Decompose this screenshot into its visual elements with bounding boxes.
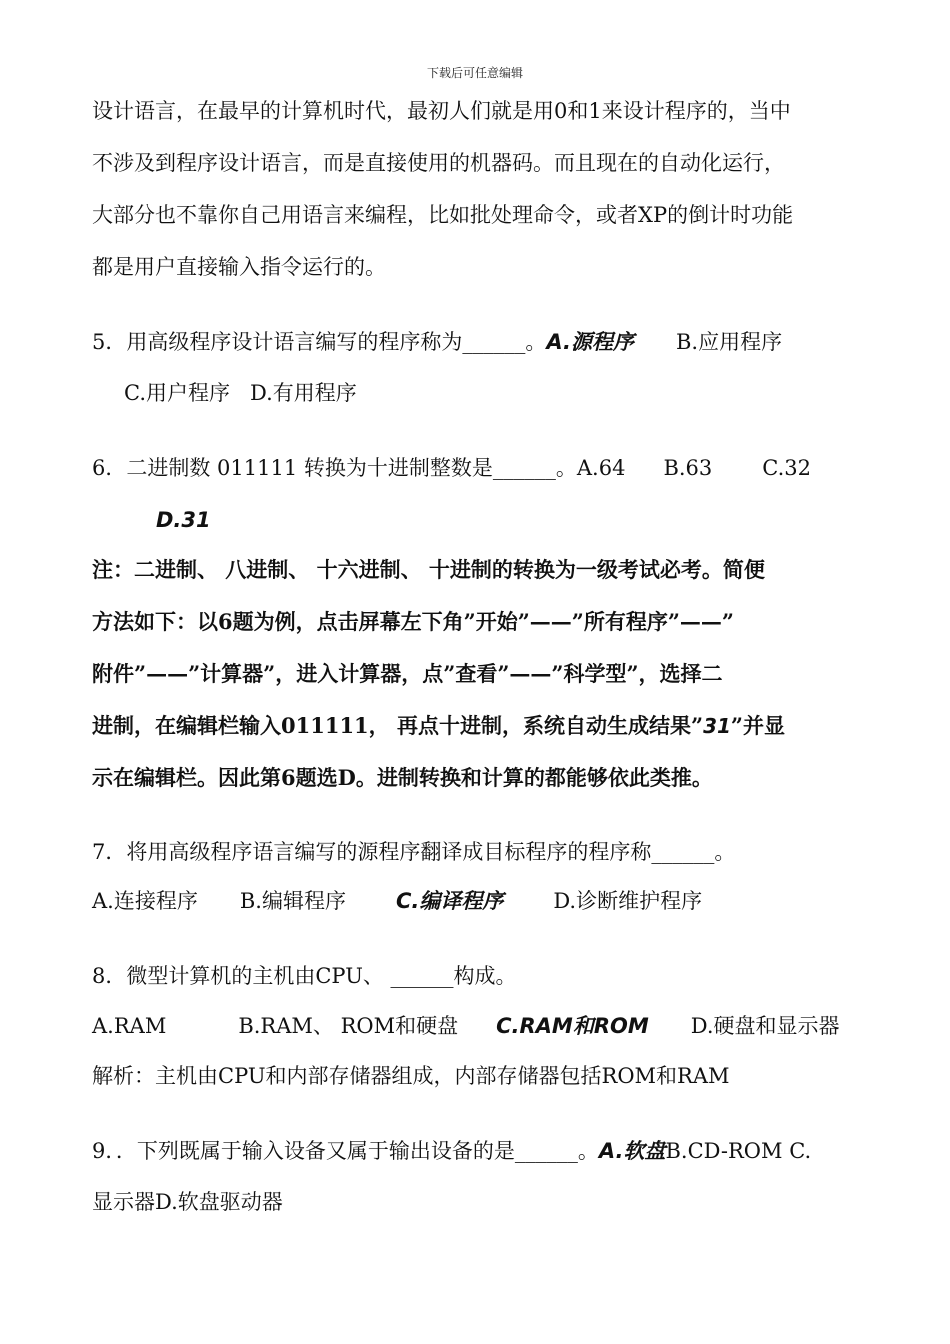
q9-stem: 9．．下列既属于输入设备又属于输出设备的是______。 — [92, 1139, 599, 1163]
q8-option-a: A.RAM — [92, 1014, 167, 1038]
q7-answer: C.编译程序 — [395, 889, 504, 913]
q8-option-d: D.硬盘和显示器 — [690, 1014, 840, 1038]
q5-answer: A.源程序 — [546, 330, 634, 354]
q5-option-b: B.应用程序 — [675, 330, 783, 354]
note-line-4-tail: ”并显 — [730, 713, 785, 738]
question-7-options — [92, 886, 702, 916]
note-line-2: 方法如下：以6题为例，点击屏幕左下角”开始”——”所有程序”——” — [92, 609, 735, 634]
q5-stem: 5．用高级程序设计语言编写的程序称为______。 — [92, 330, 547, 354]
q8-option-b: B.RAM、 ROM和硬盘 — [238, 1014, 459, 1038]
q7-option-a: A.连接程序 — [92, 889, 198, 913]
question-8: 8．微型计算机的主机由CPU、 ______构成。 — [92, 964, 517, 988]
q5-option-c: C.用户程序 — [124, 381, 230, 405]
question-8-analysis: 解析：主机由CPU和内部存储器组成，内部存储器包括ROM和RAM — [92, 1064, 730, 1088]
intro-line-2: 不涉及到程序设计语言，而是直接使用的机器码。而且现在的自动化运行， — [92, 151, 785, 175]
q9-answer: A.软盘 — [598, 1139, 666, 1163]
q7-option-d: D.诊断维护程序 — [553, 889, 703, 913]
note-line-5: 示在编辑栏。因此第6题选D。进制转换和计算的都能够依此类推。 — [92, 765, 713, 790]
question-5-options — [124, 378, 357, 408]
note-line-3: 附件”——”计算器”，进入计算器，点”查看”——”科学型”，选择二 — [92, 661, 723, 686]
q5-option-d: D.有用程序 — [250, 381, 357, 405]
question-6 — [92, 453, 811, 483]
note-result-number: 31 — [703, 714, 731, 738]
page-header: 下载后可任意编辑 — [426, 66, 523, 80]
q6-stem: 6．二进制数 011111 转换为十进制整数是______。A.64 — [92, 456, 626, 480]
q6-option-c: C.32 — [762, 456, 812, 480]
question-5 — [92, 327, 782, 357]
note-line-1: 注：二进制、 八进制、 十六进制、 十进制的转换为一级考试必考。简便 — [92, 557, 765, 582]
question-9-line-2: 显示器D.软盘驱动器 — [92, 1190, 283, 1214]
question-8-options — [92, 1011, 840, 1041]
q6-answer: D.31 — [156, 508, 211, 532]
note-line-4-text: 进制，在编辑栏输入011111， 再点十进制，系统自动生成结果” — [92, 713, 704, 738]
q9-options-rest: B.CD-ROM C. — [665, 1139, 812, 1163]
question-7: 7．将用高级程序语言编写的源程序翻译成目标程序的程序称______。 — [92, 840, 736, 864]
intro-line-4: 都是用户直接输入指令运行的。 — [92, 255, 386, 279]
note-line-4 — [92, 711, 785, 741]
intro-line-1: 设计语言，在最早的计算机时代，最初人们就是用0和1来设计程序的，当中 — [92, 99, 791, 123]
q8-answer: C.RAM和ROM — [496, 1014, 649, 1038]
intro-line-3: 大部分也不靠你自己用语言来编程，比如批处理命令，或者XP的倒计时功能 — [92, 203, 794, 227]
q6-option-b: B.63 — [663, 456, 713, 480]
question-9 — [92, 1136, 811, 1166]
question-6-answer-line — [156, 505, 211, 535]
q7-option-b: B.编辑程序 — [239, 889, 346, 913]
